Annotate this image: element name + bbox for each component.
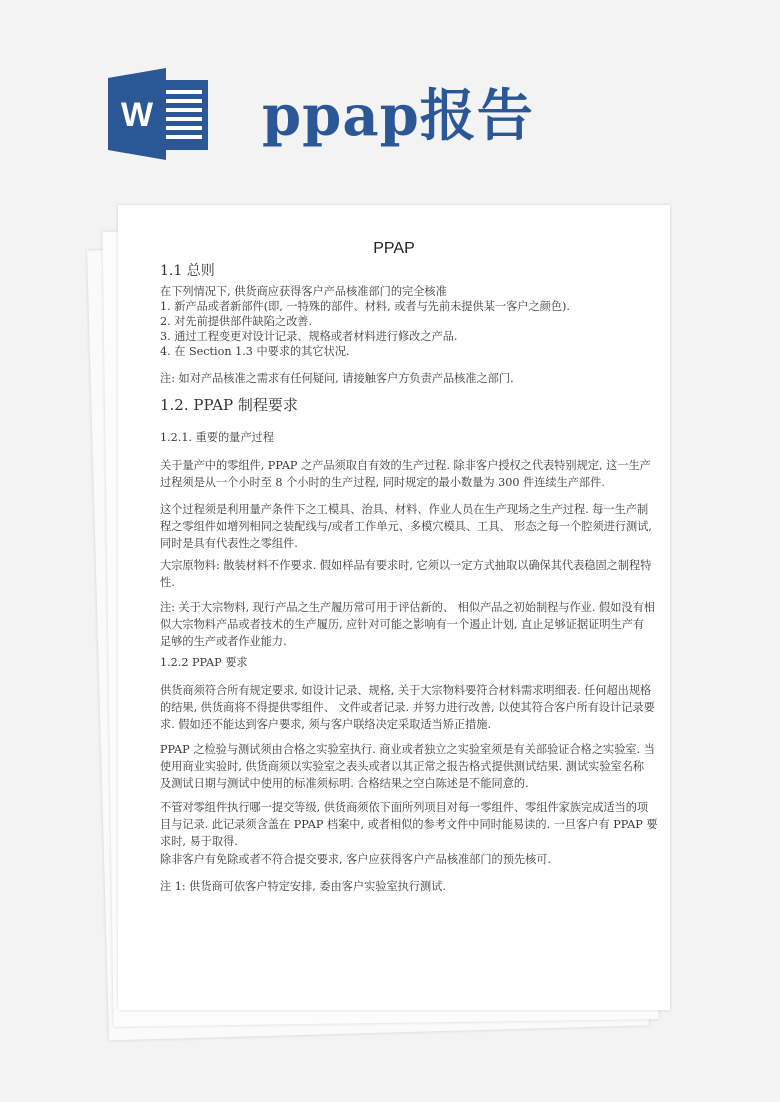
text-line: 似大宗物料产品或者技术的生产履历, 应针对可能之影响有一个遏止计划, 直止足够证据证明生产有 [160, 618, 645, 631]
text-line: 求时, 易于取得. [160, 835, 238, 848]
list-item: 3. 通过工程变更对设计记录、规格或者材料进行修改之产品. [160, 330, 458, 343]
text-line: 关于量产中的零组件, PPAP 之产品须取自有效的生产过程. 除非客户授权之代表特别规定, 这一生产 [160, 459, 651, 472]
text-line: PPAP 之检验与测试须由合格之实验室执行. 商业或者独立之实验室须是有关部验证合格之实验室. 当 [160, 743, 655, 756]
text-line: 的结果, 供货商将不得提供零组件、 文件或者记录. 并努力进行改善, 以使其符合客户所有设计记录要 [160, 701, 655, 714]
paragraph [160, 599, 655, 650]
text-line: 足够的生产或者作业能力. [160, 635, 287, 648]
paragraph [160, 682, 655, 733]
text-line: 大宗原物料: 散装材料不作要求. 假如样品有要求时, 它须以一定方式抽取以确保其代表稳固之制程特 [160, 559, 652, 572]
document-title: PPAP [373, 240, 415, 257]
paragraph [160, 799, 658, 850]
paragraph [160, 741, 655, 792]
word-document-icon [108, 68, 208, 160]
section-1-1-heading: 1.1 总则 [160, 263, 215, 279]
text-line: 及测试日期与测试中使用的标准须标明. 合格结果之空白陈述是不能同意的. [160, 777, 529, 790]
text-line: 注: 关于大宗物料, 现行产品之生产履历常可用于评估新的、 相似产品之初始制程与作业. 假如没有相 [160, 601, 655, 614]
paragraph [160, 501, 652, 552]
text-line: 同时是具有代表性之零组件. [160, 537, 298, 550]
text-line: 过程须是从一个小时至 8 个小时的生产过程, 同时规定的最小数量为 300 件连续生产部件. [160, 476, 605, 489]
paragraph [160, 851, 640, 868]
list-item: 2. 对先前提供部件缺陷之改善. [160, 315, 313, 328]
text-line: 性. [160, 576, 175, 589]
list-item: 1. 新产品或者新部件(即, 一特殊的部件、材料, 或者与先前未提供某一客户之颜色). [160, 300, 570, 313]
section-1-2-heading: 1.2. PPAP 制程要求 [160, 396, 298, 414]
list-item: 在下列情况下, 供货商应获得客户产品核准部门的完全核准 [160, 285, 447, 298]
text-line: 注 1: 供货商可依客户特定安排, 委由客户实验室执行测试. [160, 880, 446, 893]
paragraph [160, 557, 652, 591]
paragraph [160, 457, 651, 491]
text-line: 这个过程须是利用量产条件下之工模具、治具、材料、作业人员在生产现场之生产过程. 每一生产制 [160, 503, 649, 516]
svg-text:W: W [120, 96, 154, 134]
list-item: 4. 在 Section 1.3 中要求的其它状况. [160, 345, 350, 358]
section-1-1-list [160, 284, 640, 359]
note-paragraph [160, 878, 640, 895]
text-line: 不管对零组件执行哪一提交等级, 供货商须依下面所列项目对每一零组件、零组件家族完成适当的项 [160, 801, 649, 814]
text-line: 目与记录. 此记录须含盖在 PPAP 档案中, 或者相似的参考文件中同时能易读的. 一旦客户有 PPAP 要 [160, 818, 658, 831]
text-line: 供货商须符合所有规定要求, 如设计记录、规格, 关于大宗物料要符合材料需求明细表. 任何超出规格 [160, 684, 652, 697]
section-1-2-2-heading: 1.2.2 PPAP 要求 [160, 656, 248, 669]
page-title: ppap报告 [262, 83, 534, 149]
text-line: 使用商业实验时, 供货商须以实验室之表头或者以其正常之报告格式提供测试结果. 测试实验室名称 [160, 760, 645, 773]
text-line: 程之零组件如增列相同之装配线与/或者工作单元、多模穴模具、工具、 形态之每一个腔须进行测试, [160, 520, 652, 533]
text-line: 除非客户有免除或者不符合提交要求, 客户应获得客户产品核准部门的预先核可. [160, 853, 552, 866]
section-1-1-note: 注: 如对产品核准之需求有任何疑问, 请接触客户方负责产品核准之部门. [160, 372, 514, 385]
text-line: 求. 假如还不能达到客户要求, 须与客户联络决定采取适当矫正措施. [160, 718, 492, 731]
word-logo [108, 68, 208, 160]
section-1-2-1-heading: 1.2.1. 重要的量产过程 [160, 431, 274, 444]
